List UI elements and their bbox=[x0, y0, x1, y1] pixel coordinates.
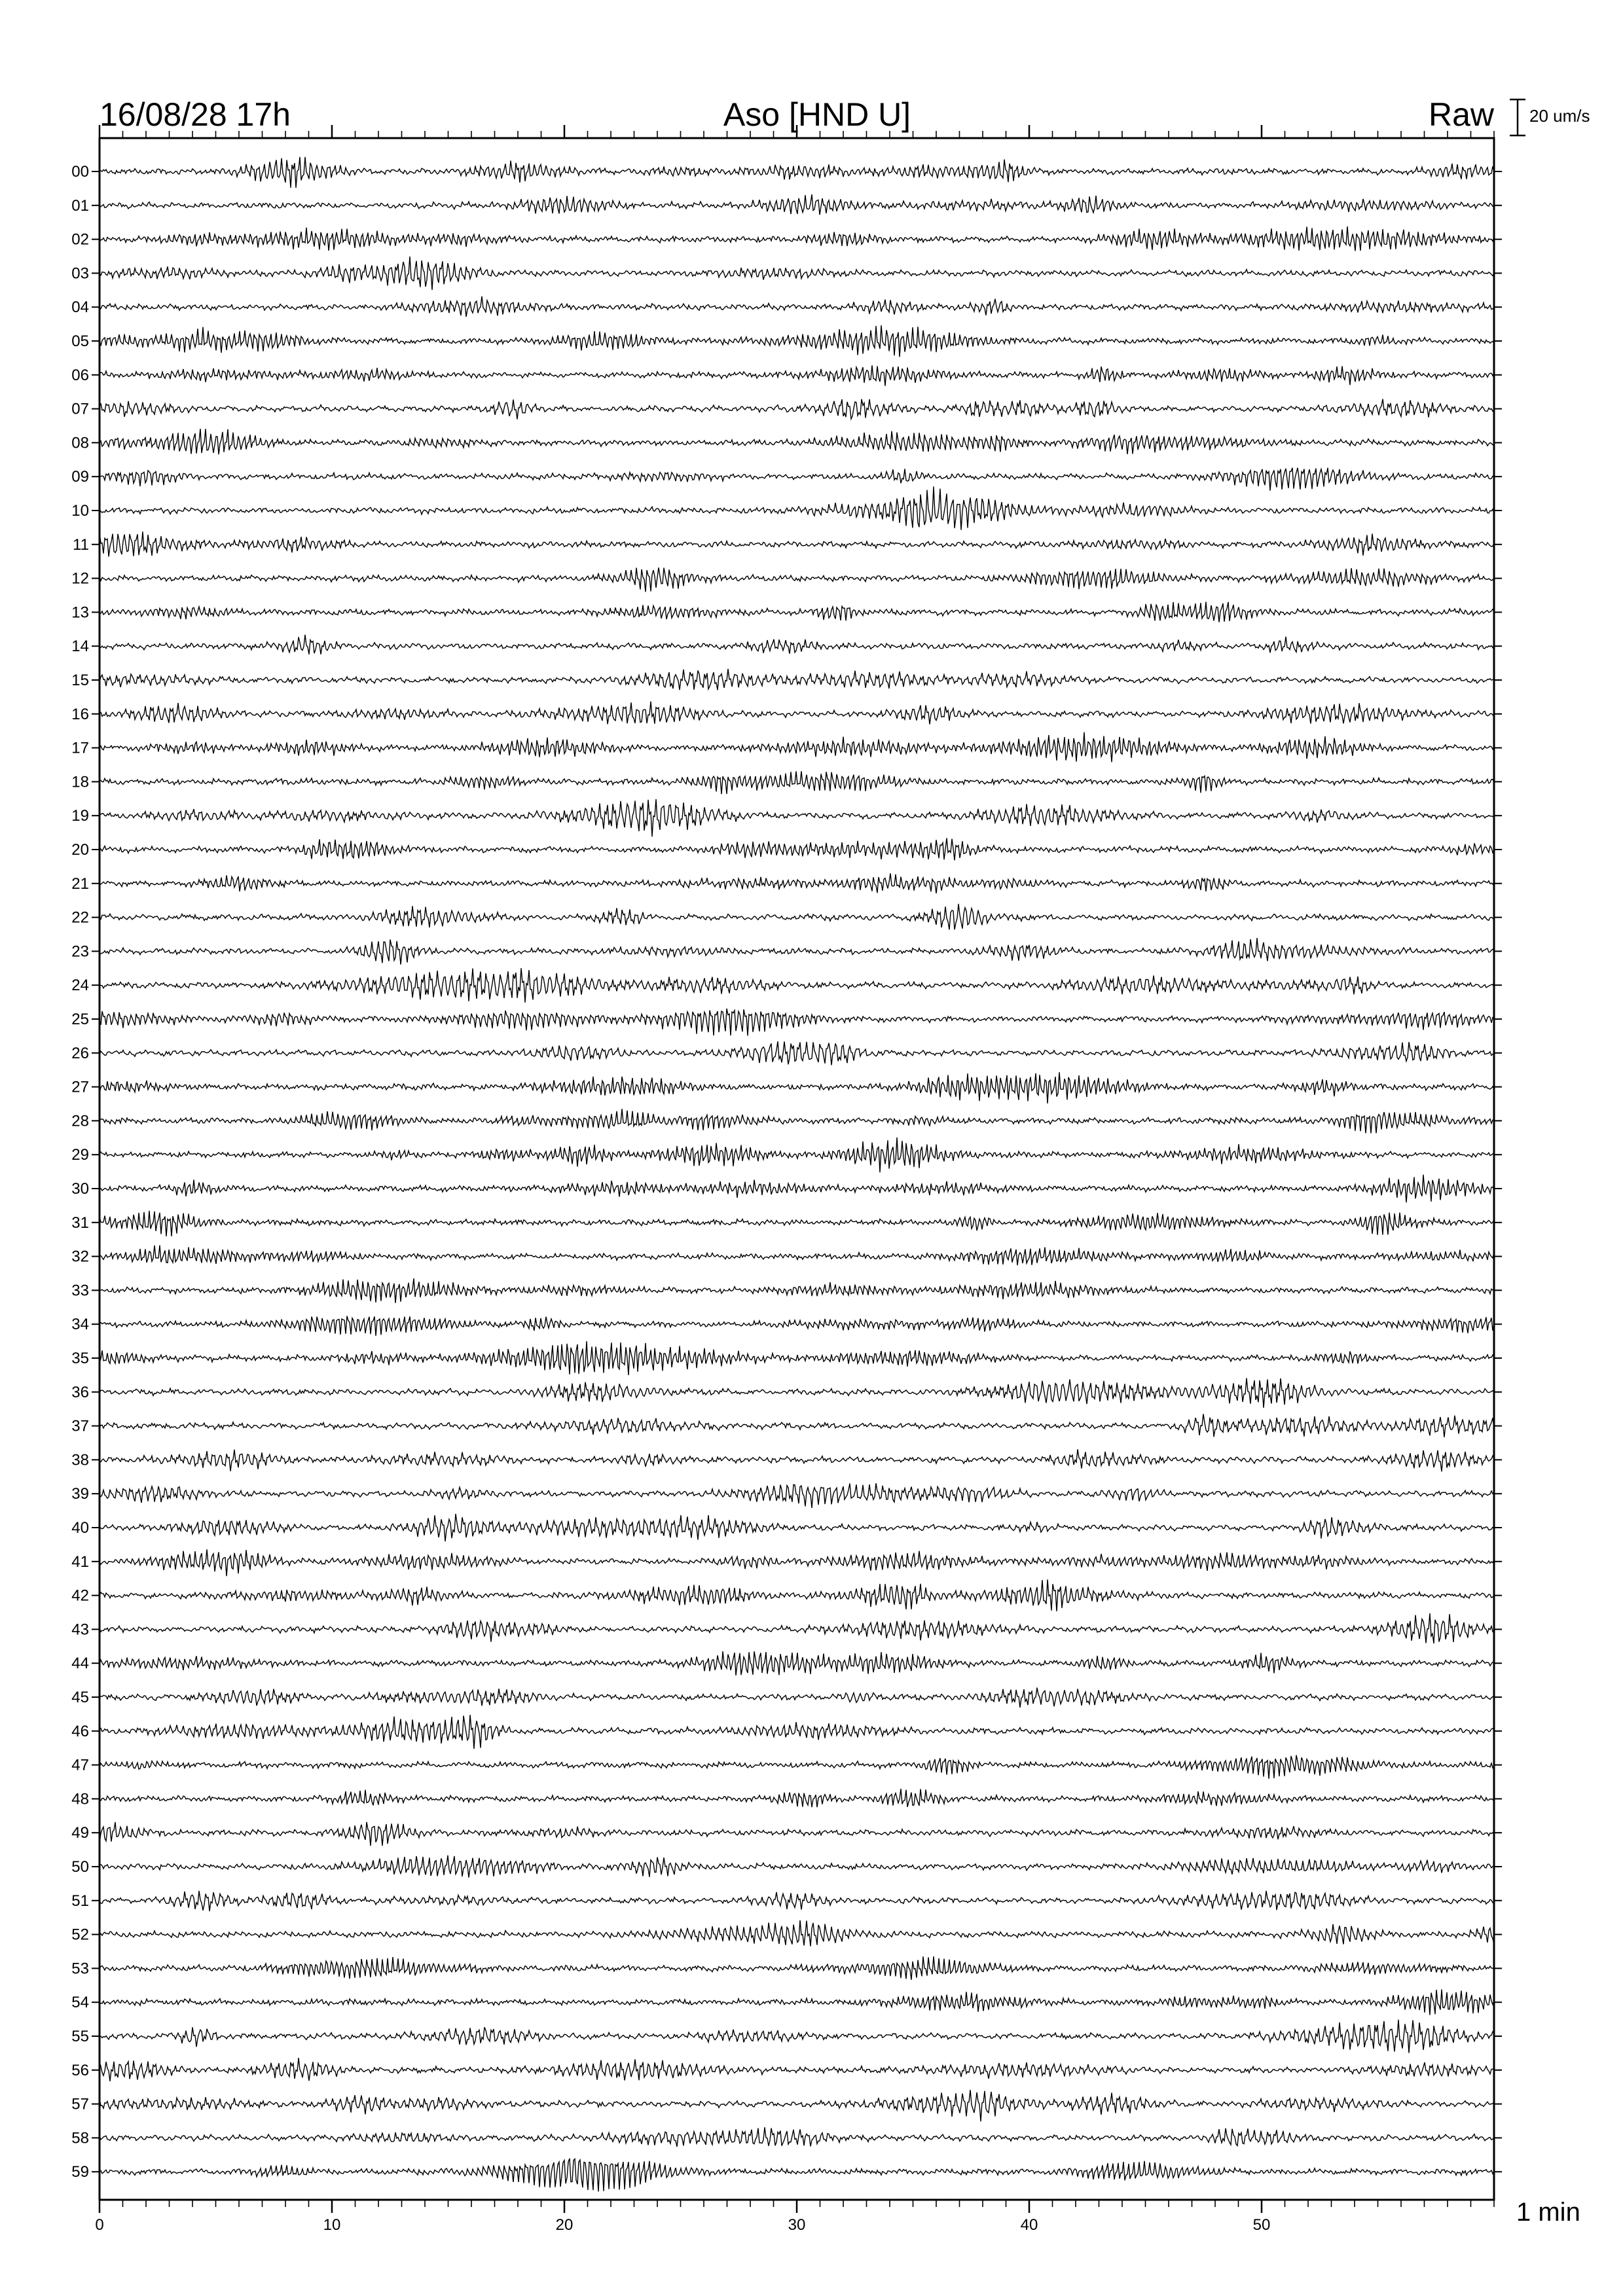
row-label-33: 33 bbox=[71, 1282, 89, 1300]
row-label-19: 19 bbox=[71, 807, 89, 825]
mode-label: Raw bbox=[1428, 96, 1494, 133]
row-label-55: 55 bbox=[71, 2028, 89, 2045]
x-tick-label-0: 0 bbox=[95, 2216, 104, 2234]
row-label-34: 34 bbox=[71, 1316, 89, 1334]
row-label-56: 56 bbox=[71, 2061, 89, 2079]
row-label-43: 43 bbox=[71, 1621, 89, 1639]
row-label-04: 04 bbox=[71, 298, 89, 317]
row-label-52: 52 bbox=[71, 1926, 89, 1944]
x-tick-label-40: 40 bbox=[1020, 2216, 1038, 2234]
row-label-37: 37 bbox=[71, 1417, 89, 1435]
row-label-57: 57 bbox=[71, 2095, 89, 2113]
row-label-01: 01 bbox=[71, 196, 89, 215]
row-label-23: 23 bbox=[71, 942, 89, 961]
row-label-53: 53 bbox=[71, 1960, 89, 1978]
row-label-24: 24 bbox=[71, 977, 89, 995]
row-label-07: 07 bbox=[71, 400, 89, 418]
row-label-06: 06 bbox=[71, 366, 89, 384]
row-label-17: 17 bbox=[71, 739, 89, 757]
row-label-28: 28 bbox=[71, 1112, 89, 1130]
row-label-31: 31 bbox=[71, 1213, 89, 1232]
row-label-42: 42 bbox=[71, 1587, 89, 1605]
row-label-32: 32 bbox=[71, 1247, 89, 1266]
row-label-40: 40 bbox=[71, 1519, 89, 1537]
row-label-13: 13 bbox=[71, 603, 89, 622]
row-label-27: 27 bbox=[71, 1078, 89, 1096]
row-label-09: 09 bbox=[71, 468, 89, 486]
row-label-51: 51 bbox=[71, 1892, 89, 1910]
row-label-11: 11 bbox=[73, 535, 89, 554]
row-label-41: 41 bbox=[71, 1552, 89, 1571]
row-label-36: 36 bbox=[71, 1383, 89, 1401]
row-label-35: 35 bbox=[71, 1350, 89, 1367]
station-title: Aso [HND U] bbox=[723, 96, 911, 133]
x-tick-label-10: 10 bbox=[323, 2216, 341, 2234]
x-tick-label-50: 50 bbox=[1252, 2216, 1271, 2234]
row-label-26: 26 bbox=[71, 1044, 89, 1062]
x-tick-label-30: 30 bbox=[788, 2216, 806, 2234]
row-label-08: 08 bbox=[71, 434, 89, 452]
row-label-14: 14 bbox=[71, 637, 89, 656]
scale-bar-label: 20 um/s bbox=[1529, 106, 1590, 126]
x-tick-label-20: 20 bbox=[555, 2216, 574, 2234]
row-label-20: 20 bbox=[71, 841, 89, 859]
row-label-15: 15 bbox=[71, 672, 89, 689]
row-label-38: 38 bbox=[71, 1451, 89, 1469]
row-label-49: 49 bbox=[71, 1824, 89, 1842]
row-label-50: 50 bbox=[71, 1858, 89, 1876]
row-label-00: 00 bbox=[71, 163, 89, 181]
row-label-03: 03 bbox=[71, 264, 89, 283]
row-label-59: 59 bbox=[71, 2163, 89, 2181]
row-label-18: 18 bbox=[71, 773, 89, 791]
row-label-12: 12 bbox=[71, 569, 89, 588]
row-label-30: 30 bbox=[71, 1180, 89, 1198]
row-label-45: 45 bbox=[71, 1689, 89, 1706]
row-label-54: 54 bbox=[71, 1994, 89, 2012]
row-label-22: 22 bbox=[71, 908, 89, 927]
datetime-title: 16/08/28 17h bbox=[100, 96, 291, 133]
row-label-44: 44 bbox=[71, 1655, 89, 1673]
row-label-02: 02 bbox=[71, 230, 89, 249]
row-label-16: 16 bbox=[71, 705, 89, 723]
x-unit-label: 1 min bbox=[1516, 2198, 1580, 2227]
row-label-21: 21 bbox=[71, 874, 89, 893]
row-label-47: 47 bbox=[71, 1756, 89, 1774]
row-label-48: 48 bbox=[71, 1790, 89, 1808]
row-label-05: 05 bbox=[71, 332, 89, 350]
row-label-25: 25 bbox=[71, 1011, 89, 1028]
row-label-46: 46 bbox=[71, 1722, 89, 1740]
row-label-29: 29 bbox=[71, 1146, 89, 1164]
row-label-10: 10 bbox=[71, 502, 89, 520]
row-label-58: 58 bbox=[71, 2129, 89, 2147]
row-label-39: 39 bbox=[71, 1485, 89, 1503]
